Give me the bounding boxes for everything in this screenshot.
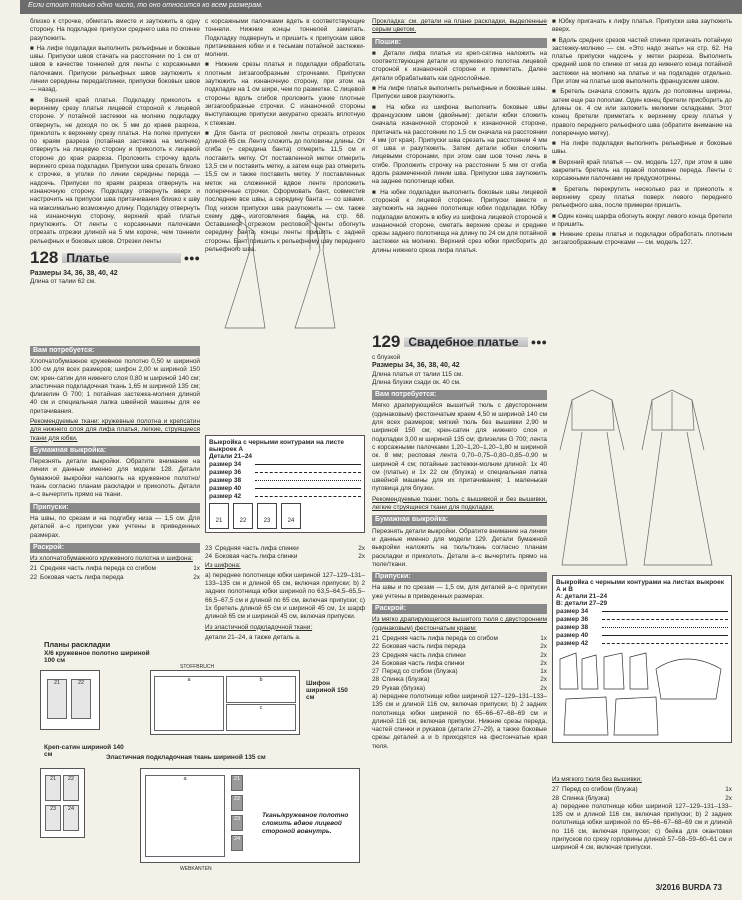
paragraph: ■ На юбке из шифона выполнить боковые швы французским швом (двойным): детали юбки сложить сначала изнаночной стороной к изнаночной стороне, притачать на расстоянии по 1,5 см сначала на расстоянии 4 мм (от края). Припуски шва срезать на расстоянии 4 мм от шва и разутюжить. Затем детали юбки сложить лицевыми сторонами, при этом сам шов точно лечь в сгибе. Проложить строчку на расстоянии 5 мм от сгиба вдоль размеченной линии шва. Припуски шва заутюжить на заднее полотнище юбки.	[372, 104, 547, 187]
size-row: размер 42	[209, 492, 361, 500]
cut-item: 22 Боковая часть лифа переда 2x	[30, 573, 200, 581]
cut-sub: Из мягко драпирующегося вышитого тюля с двусторонним (одинаковым) фестончатым краем:	[372, 616, 547, 632]
model-number: 128	[30, 247, 59, 267]
paragraph: ■ Верхний край платья — см. модель 127, при этом в шве закрепить бретель на правой половине переда. Ленты с корсажными палочками не предусмотрены.	[552, 159, 732, 184]
cut-item: 27 Перед со сгибом (блузка) 1x	[372, 668, 547, 676]
pattern-piece: 24	[63, 805, 79, 831]
box-title: Выкройка с черными контурами на листе выкроек А	[209, 439, 344, 453]
model-title: Платье	[62, 253, 180, 263]
section-sewing: Пошив:	[372, 38, 547, 48]
pattern-piece: 23	[45, 805, 61, 831]
box-title: Выкройка с черными контурами на листах выкроек А и В	[556, 579, 725, 593]
paragraph: ■ Вдоль средних срезов частей спинки пригачать потайную застежку-молнию — см. «Это надо знать» на стр. 62. На платье припуски надсечь у метки разреза. Выполнить средний шов по спинке от низа до нижнего конца потайной застежки на молнию на платье и на подкладке отдельно. При этом на платье шов выполнить французским швом.	[552, 37, 732, 87]
size-row: размер 42	[556, 639, 728, 647]
model-title: Свадебное платье	[404, 337, 527, 347]
model-128-header	[30, 249, 200, 267]
piece-thumb: 23	[257, 503, 277, 529]
paragraph: ■ Верхний край платья. Подкладку приколоть к верхнему срезу платья лицевой стороной к лицевой стороне. У потайной застежки на молнию подкладку отвернуть, не доходя по ок. 5 мм до краев разреза, приколоть к верхнему срезу платья. На полке припуски по краям разреза (потайная застежка на молнию) отвернуть на лицевую сторону и приколоть к лицевой стороне до края разреза. Проложить строчку вдоль верхнего среза подкладки. Припуски шва срезать близко к строчке, в уголке по линии середины переда — надсечь. Припуски по краям разреза отвернуть на изнаночную сторону. Подкладку отвернуть вверх и настрочить на припуски шва притачивания близко к шву на максимально возможную длину. Подкладку отвернуть на изнаночную сторону, верхний край платья приутюжить. От ленты с корсажными палочками отрезать отрезки длиной на 5 мм короче, чем тоннели рельефных и боковых швов. Отрезки ленты	[30, 97, 200, 246]
column-3	[372, 18, 547, 257]
paragraph: ■ Нижние срезы платья и подкладки обработать плотным зигзагообразным строчками — см. модель 127.	[552, 231, 732, 248]
tulle-title: Из мягкого тюля без вышивки:	[552, 776, 642, 783]
pattern-piece: 22	[71, 679, 91, 719]
pattern-piece: 21	[47, 679, 67, 719]
model-129-block	[372, 330, 547, 753]
pattern-piece: a	[154, 676, 224, 731]
section-need: Вам потребуется:	[30, 346, 200, 356]
paragraph: Прокладка: см. детали на плане раскладки, выделенные серым цветом.	[372, 18, 547, 34]
chiffon-label: Шифон шириной 150 см	[306, 680, 348, 701]
model-subtitle: с блузкой	[372, 354, 401, 361]
paragraph: ■ На юбке подкладки выполнить боковые швы лицевой стороной к лицевой стороне. Припуски вместе и заутюжить на заднее полотнище юбки подкладки. Юбку подкладки вложить в юбку из шифона лицевой стороной к изнаночной стороне, сметать верхние срезы и среднее срезы заднего полотнища на длину по 24 см для потайной застежки на молнию. Верхний срез юбки присборить до длины нижнего среза лифа платья.	[372, 189, 547, 255]
size-row: размер 36	[556, 615, 728, 623]
cut-item: 21 Средняя часть лифа переда со сгибом 1x	[372, 634, 547, 642]
column-4	[552, 18, 732, 250]
cut-item: 28 Спинка (блузка) 2x	[552, 794, 732, 802]
lining-title: Из эластичной подкладочной ткани:	[205, 623, 313, 631]
cut-item: 23 Средняя часть лифа спинки 2x	[372, 651, 547, 659]
pattern-box-128	[205, 435, 365, 533]
size-row: размер 38	[209, 476, 361, 484]
paragraph: ■ Нижние срезы платья и подкладки обработать плотным зигзагообразным строчками. Припуски заутюжить на изнаночную сторону, при этом на подкладке на 1 см шире, чем по разметке. С лицевой стороны вдоль сгибов проложить узкие плотные зигзагообразные строчки. С изнаночной стороны выступающие припуски аккуратно срезать вплотную к стежкам.	[205, 61, 365, 127]
stoffbruch-label: STOFFBRUCH	[180, 664, 215, 670]
cut-item: 24 Боковая часть лифа спинки 2x	[372, 659, 547, 667]
crepe-label: Креп-сатин шириной 140 см	[44, 744, 124, 758]
layout-title: Планы раскладки	[44, 640, 111, 649]
cut-item: 27 Перед со сгибом (блузка) 1x	[552, 786, 732, 794]
model-number: 129	[372, 331, 401, 351]
column-1	[30, 18, 200, 582]
size-row: размер 38	[556, 623, 728, 631]
allowances-text: На швы, по срезам и на подгибку низа — 1,5 см. Для деталей а–с припуски уже учтены в приведенных размерах.	[30, 514, 200, 539]
cut-item: 23 Средняя часть лифа спинки 2x	[205, 545, 365, 552]
paragraph: ■ Детали лифа платья из креп-сатина наложить на соответствующие детали из кружевного полотна лицевой стороной к изнаночной стороне и приметать. Далее детали обрабатывать как однослойные.	[372, 50, 547, 83]
section-need: Вам потребуется:	[372, 390, 547, 400]
section-pattern: Бумажная выкройка:	[372, 515, 547, 525]
paragraph: ■ На лифе подкладки выполнить рельефные и боковые швы. Припуски швов стачать на расстоянии по 1 см от швов в качестве тоннелей для ленты с корсажными палочками. Припуски рельефных швов заутюжить к линии середины переда/спинки, припуски боковых швов — назад.	[30, 45, 200, 95]
need-text: Хлопчатобумажное кружевное полотно 0,50 м шириной 100 см для всех размеров; шифон 2,00 м шириной 150 см; крен-сатин для нижнего слоя 0,80 м шириной 140 см; эластичная подкладочная ткань 1,65 м шириной 135 см; флизелин G 700; 1 потайная застежка-молния длиной 40 см и специальная лапка швейной машины для ее притачивания.	[30, 357, 201, 415]
pattern-piece: c	[226, 704, 296, 731]
cut-sub: Из хлопчатобумажного кружевного полотна и шифона:	[30, 555, 193, 563]
need-text: Мягко драпирующийся вышитый тюль с двусторонним (одинаковым) фестончатым краем 4,50 м шириной 140 см для всех размеров; мягкий тюль без вышивки 2,90 м шириной 150 см; крен-сатин для нижнего слоя и подкладки 3,00 м шириной 135 см; флизелин G 700; лента с корсажными палочками 1,20–1,20–1,20–1,80 м шириной ок. 8 мм; респовая лента 0,70–0,75–0,80–0,85–0,90 м шириной 4 см; потайные застежки-молнии длиной: 1х 40 см (платье) и 1х 22 см (блузка) и специальная лапка швейной машины для их притачивания; 1 маленькая пуговица для блузки.	[372, 402, 547, 493]
fold-note: Ткань/кружевное полотно сложить вдвое лицевой стороной вовнутрь.	[262, 812, 349, 835]
pattern-box-129	[552, 575, 732, 743]
recommend-text: Рекомендуемые ткани: кружевные полотна и крепсатин для нижнего слоя для лифа платья, легкие, струящиеся ткани для юбки.	[30, 417, 200, 442]
lace-layout	[40, 670, 100, 730]
section-allowances: Припуски:	[30, 503, 200, 513]
paragraph: ■ Юбку пригачать к лифу платья. Припуски шва заутюжить вверх.	[552, 18, 732, 35]
piece-thumb: 24	[281, 503, 301, 529]
piece-thumbnails	[209, 503, 361, 529]
pattern-piece: 22	[231, 795, 243, 811]
cutting-layouts	[30, 640, 370, 890]
cut-item: 29 Рукав (блузка) 2x	[372, 684, 547, 692]
recommend-text: Рекомендуемые ткани: тюль с вышивкой и без вышивки, легкие струящиеся ткани для подкладки.	[372, 495, 547, 512]
pattern-piece: 22	[63, 775, 79, 801]
size-row: размер 40	[556, 631, 728, 639]
paragraph: ■ Бретель перекрутить несколько раз и приколоть к верхнему срезу платья поверх левого переднего рельефного шва, после примерки пришить.	[552, 186, 732, 211]
size-row: размер 40	[209, 484, 361, 492]
paragraph: ■ Бретель сначала сложить вдоль до половины ширины, затем еще раз пополам. Один конец бретели присборить до длины ок. 4 см или заложить мелкими складками. Этот конец бретели приметать к верхнему срезу платья у правого переднего рельефного шва (обратите внимание на поперечную метку).	[552, 88, 732, 138]
section-pattern: Бумажная выкройка:	[30, 446, 200, 456]
model-129-header	[372, 333, 547, 351]
difficulty-dots: ●●●	[183, 252, 200, 263]
section-allowances: Припуски:	[372, 572, 547, 582]
crepe-layout	[40, 768, 85, 838]
paragraph: ■ Один конец шарфа обогнуть вокруг левого конца бретели и пришить.	[552, 213, 732, 230]
paragraph: ■ На лифе подкладки выполнить рельефные и боковые швы.	[552, 140, 732, 157]
cut-item: 28 Спинка (блузка) 2x	[372, 676, 547, 684]
chiffon-title: Из шифона:	[205, 561, 241, 569]
pattern-piece: a	[145, 775, 225, 857]
chiffon-layout	[150, 670, 300, 735]
piece-thumb: 21	[209, 503, 229, 529]
paragraph: с корсажными палочками вдеть в соответствующие тоннели. Нижние концы тоннелей заметать. Подкладку подвернуть и пришить к припускам швов притачивания юбки и к тесьмам потайной застежки-молнии.	[205, 18, 365, 59]
top-banner: Если стоит только одно число, то оно относится ко всем размерам.	[20, 0, 742, 14]
size-row: размер 34	[209, 460, 361, 468]
piece-thumb: 22	[233, 503, 253, 529]
paragraph: ■ На лифе платья выполнить рельефные и боковые швы. Припуски швов разутюжить.	[372, 85, 547, 102]
cut-text: а) переднее полотнище юбки шириной 127–129–131–133–135 см и длиной 116 см, включая припуски; b) 2 задних полотнища юбки шириной по 65–66–67–68–69 см и длиной 116 см, включая припуски. Нижние срезы переда, частей спинки и рукавов (детали 27–29), а также боковые срезы деталей а и b приходятся на фестончатые края тюля.	[372, 692, 547, 750]
pattern-piece: 24	[231, 835, 243, 851]
pattern-piece: 23	[231, 815, 243, 831]
pattern-piece: b	[226, 676, 296, 703]
box-sheet-b: В: детали 27–29	[556, 600, 608, 607]
paragraph: ■ Для банта от респовой ленты отрезать отрезок длиной 65 см. Ленту сложить до половины длины. От сгиба (= середина банта) отмерить 11,5 см и поставить метку. От поставленной метки отмерить 13,5 см и поставить метку, а затем еще раз отмерить 15,5 см и также поставить метку. У поставленных меток на сложенной вдвое ленте проложить поперечные строчки. Сформовать бант, совместив последние все швы, а середину банта — со швами. Под низом припуски шва разутюжить — см. также схему для изготовления банта на стр. 68. Оставшиеся отрезком респовой ленты обогнуть середину банта, концы ленты пришить с задней стороны. Бант пришить к рельефному шву переднего рельефного шва.	[205, 130, 365, 254]
pattern-text: Перезнять детали выкройки. Обратите внимание на линии и данные именно для модели 129. Детали бумажной выкройки наложить на тюль/ткань согласно планам раскладки и приколоть. Детали а–с вычертить прямо на тюле/ткани.	[372, 527, 547, 568]
section-cut: Раскрой:	[372, 604, 547, 614]
column-2-lower	[205, 545, 365, 644]
column-2	[205, 18, 365, 256]
allowances-text: На швы и по срезам — 1,5 см, для деталей а–с припуски уже учтены в приведенных размерах.	[372, 584, 547, 600]
webkanten-label: WEBKANTEN	[180, 866, 212, 872]
pattern-pieces-drawing	[556, 649, 728, 739]
chiffon-text: а) переднее полотнище юбки шириной 127–129–131–133–135 см и длиной 65 см, включая припуски; b) 2 задних полотнища юбки шириной по 63,5–64,5–65,5–66,5–67,5 см и длиной по 65 см, включая припуски; с) 1х бретель длиной 65 см и шириной 45 см, 1х шарф длиной 65 см и шириной 45 см, включая припуски.	[205, 571, 365, 621]
size-row: размер 36	[209, 468, 361, 476]
page-footer: 3/2016 BURDA 73	[655, 883, 722, 892]
length: Длина от талии 62 см.	[30, 278, 96, 286]
cut-item: 24 Боковая часть лифа спинки 2x	[205, 553, 365, 561]
box-subtitle: Детали 21–24	[209, 453, 253, 460]
pattern-piece: 21	[45, 775, 61, 801]
lining-text: детали 21–24, а также деталь а.	[205, 633, 301, 641]
length: Длина платья от талии 115 см.	[372, 370, 464, 378]
lining-label: Эластичная подкладочная ткань шириной 135 см	[106, 754, 266, 761]
section-cut: Раскрой:	[30, 543, 200, 553]
pattern-text: Перезнять детали выкройки. Обратите внимание на линии и данные именно для модели 128. Детали бумажной выкройки наложить на кружевное полотно/ткань согласно планам раскладки и приколоть. Детали а–с вычертить прямо на ткани.	[30, 458, 200, 499]
sizes: Размеры 34, 36, 38, 40, 42	[30, 270, 118, 278]
layout-sub: X/6 кружевное полотно шириной 100 см	[44, 650, 150, 664]
size-row: размер 34	[556, 607, 728, 615]
length: Длина блузки сзади ок. 40 см.	[372, 378, 461, 386]
model-129-illustration	[552, 360, 732, 570]
sizes: Размеры 34, 36, 38, 40, 42	[372, 362, 460, 370]
column-4-lower	[552, 776, 732, 855]
cut-item: 22 Боковая часть лифа переда 2x	[372, 643, 547, 651]
tulle-text: а) переднее полотнище юбки шириной 127–129–131–133–135 см и длиной 116 см, включая припуски; b) 2 задних полотнища юбки шириной по 65–66–67–68–69 см и длиной по 116 см, включая припуски; с) бейка для окантовки припусков по срезу горловины длиной 57–58–59–60–61 см и шириной 4 см, включая припуски.	[552, 802, 732, 852]
paragraph: близко к строчке, обметать вместе и заутюжить в одну сторону. На подкладке припуски среднего шва по спинке разутюжить.	[30, 18, 200, 42]
box-sheet-a: А: детали 21–24	[556, 593, 608, 600]
difficulty-dots: ●●●	[530, 336, 547, 347]
cut-item: 21 Средняя часть лифа переда со сгибом 1x	[30, 565, 200, 573]
pattern-piece: 21	[231, 775, 243, 791]
